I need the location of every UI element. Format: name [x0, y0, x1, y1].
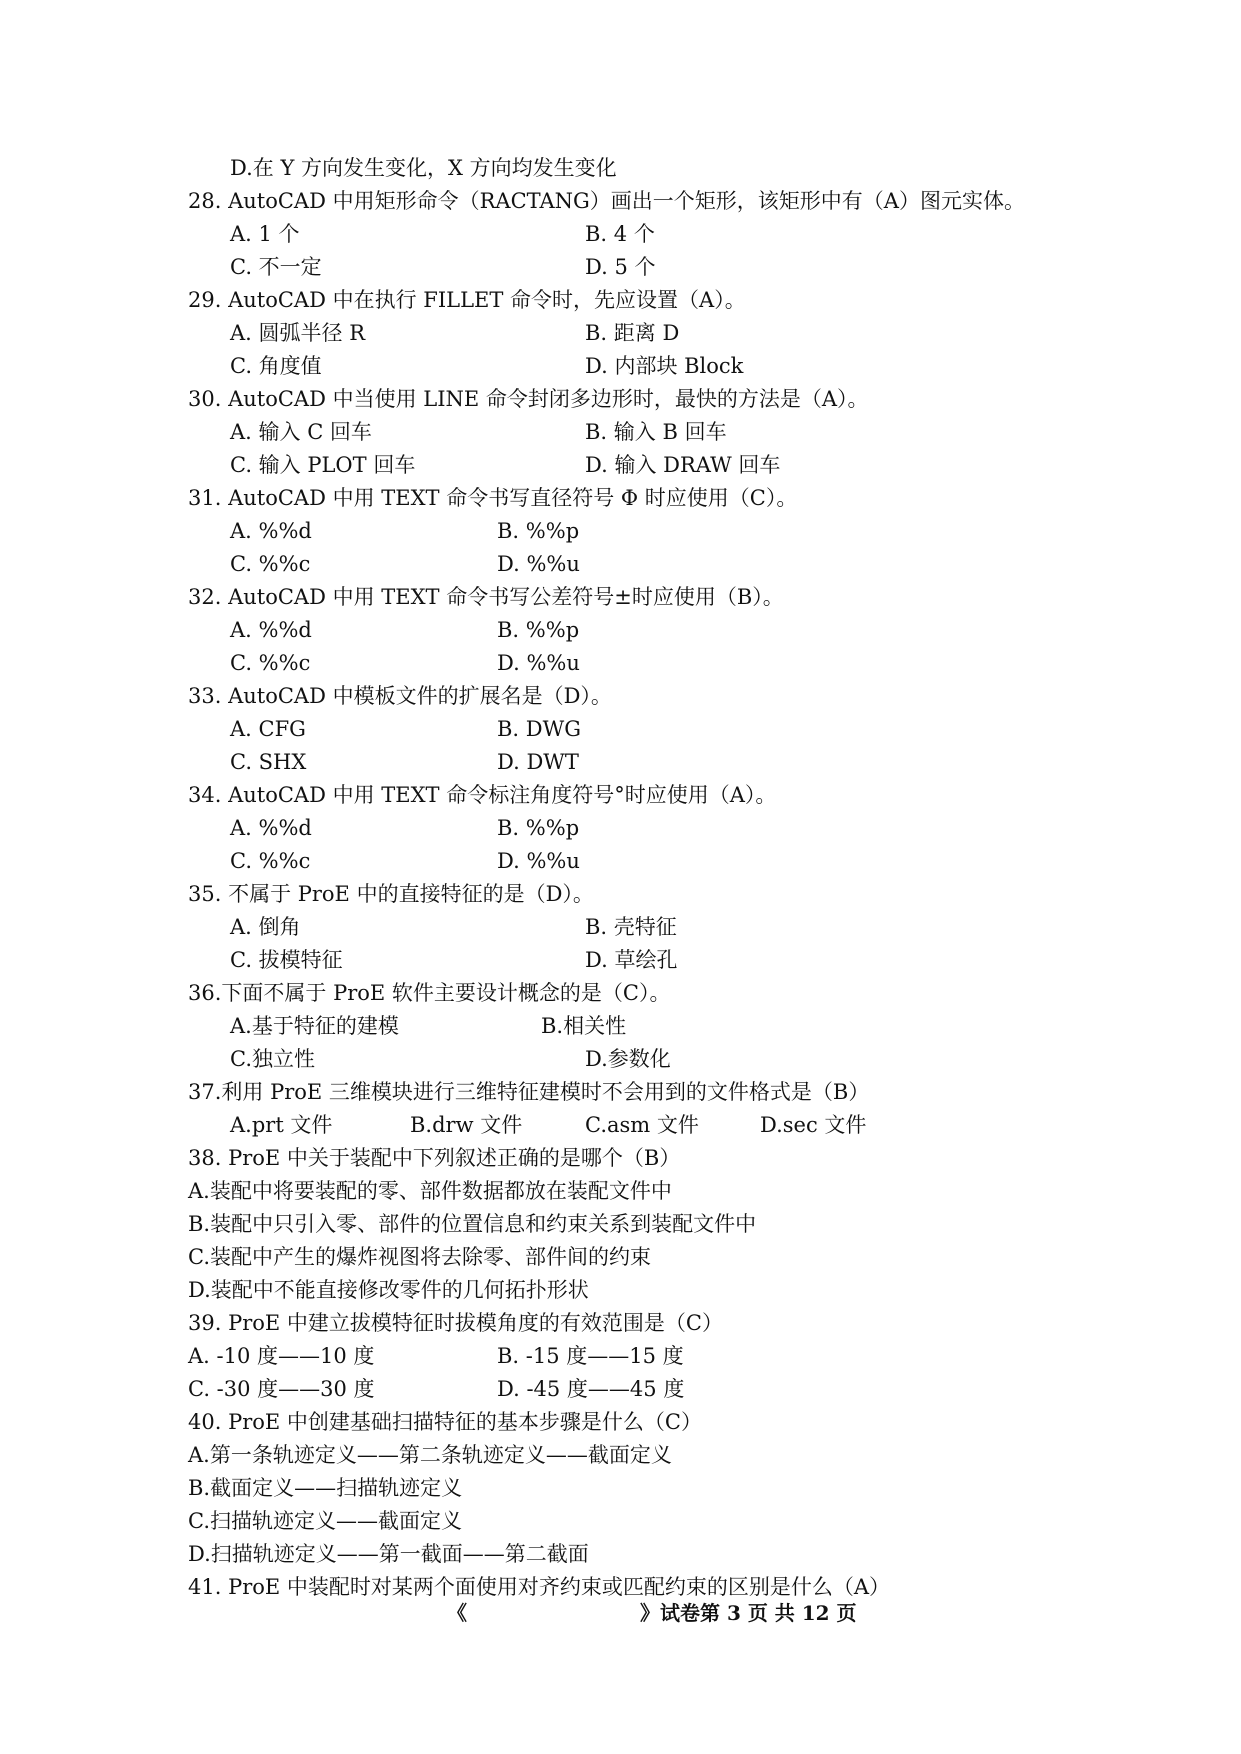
option-a: A. %%d [230, 816, 312, 840]
footer-page-info: 》试卷第 3 页 共 12 页 [640, 1601, 857, 1625]
question-text: 28. AutoCAD 中用矩形命令（RACTANG）画出一个矩形，该矩形中有（A）图元实体。 [188, 189, 1025, 213]
option-text: D.装配中不能直接修改零件的几何拓扑形状 [188, 1278, 589, 1302]
option-a: A.基于特征的建模 [230, 1014, 399, 1038]
question-text: 39. ProE 中建立拔模特征时拔模角度的有效范围是（C） [188, 1311, 723, 1335]
question-text: 29. AutoCAD 中在执行 FILLET 命令时，先应设置（A）。 [188, 288, 746, 312]
option-a: A. %%d [230, 519, 312, 543]
option-b: D. %%u [497, 651, 580, 675]
option-text: B.截面定义——扫描轨迹定义 [188, 1476, 463, 1500]
option-b: D. 5 个 [585, 255, 656, 279]
option-a: A. 圆弧半径 R [230, 321, 366, 345]
question-text: 32. AutoCAD 中用 TEXT 命令书写公差符号±时应使用（B）。 [188, 585, 784, 609]
option-b: B. 输入 B 回车 [585, 420, 727, 444]
option-d: D.sec 文件 [760, 1113, 867, 1137]
option-text: D.在 Y 方向发生变化，X 方向均发生变化 [230, 156, 617, 180]
option-text: D.扫描轨迹定义——第一截面——第二截面 [188, 1542, 589, 1566]
option-a: C. 输入 PLOT 回车 [230, 453, 416, 477]
option-b: B. DWG [497, 717, 581, 741]
question-text: 38. ProE 中关于装配中下列叙述正确的是哪个（B） [188, 1146, 681, 1170]
option-text: C.装配中产生的爆炸视图将去除零、部件间的约束 [188, 1245, 651, 1269]
option-b: B. %%p [497, 618, 580, 642]
question-text: 35. 不属于 ProE 中的直接特征的是（D）。 [188, 882, 594, 906]
option-text: A.第一条轨迹定义——第二条轨迹定义——截面定义 [188, 1443, 672, 1467]
footer-left-mark: 《 [447, 1601, 467, 1625]
option-a: A. %%d [230, 618, 312, 642]
option-a: C. -30 度——30 度 [188, 1377, 375, 1401]
option-text: A.装配中将要装配的零、部件数据都放在装配文件中 [188, 1179, 672, 1203]
option-a: A. 1 个 [230, 222, 300, 246]
question-text: 40. ProE 中创建基础扫描特征的基本步骤是什么（C） [188, 1410, 702, 1434]
option-text: B.装配中只引入零、部件的位置信息和约束关系到装配文件中 [188, 1212, 757, 1236]
option-b: B. 4 个 [585, 222, 655, 246]
option-a: A. -10 度——10 度 [188, 1344, 375, 1368]
option-b: B.相关性 [541, 1014, 627, 1038]
option-b: D. 草绘孔 [585, 948, 678, 972]
question-text: 36.下面不属于 ProE 软件主要设计概念的是（C）。 [188, 981, 671, 1005]
option-c: C.asm 文件 [585, 1113, 699, 1137]
question-text: 30. AutoCAD 中当使用 LINE 命令封闭多边形时，最快的方法是（A）。 [188, 387, 869, 411]
option-b: D. %%u [497, 849, 580, 873]
option-b: D. -45 度——45 度 [497, 1377, 685, 1401]
option-b: B. 壳特征 [585, 915, 677, 939]
option-a: C. %%c [230, 552, 311, 576]
option-a: C. 角度值 [230, 354, 322, 378]
option-a: C. %%c [230, 849, 311, 873]
option-b: B. -15 度——15 度 [497, 1344, 684, 1368]
option-b: D. 内部块 Block [585, 354, 744, 378]
option-b: D. 输入 DRAW 回车 [585, 453, 781, 477]
option-a: A. 倒角 [230, 915, 301, 939]
option-a: C. 不一定 [230, 255, 322, 279]
question-text: 33. AutoCAD 中模板文件的扩展名是（D）。 [188, 684, 612, 708]
question-text: 41. ProE 中装配时对某两个面使用对齐约束或匹配约束的区别是什么（A） [188, 1575, 891, 1599]
option-b: B. %%p [497, 519, 580, 543]
question-text: 37.利用 ProE 三维模块进行三维特征建模时不会用到的文件格式是（B） [188, 1080, 870, 1104]
option-a: C.独立性 [230, 1047, 315, 1071]
option-a: C. %%c [230, 651, 311, 675]
option-text: C.扫描轨迹定义——截面定义 [188, 1509, 462, 1533]
option-a: A. CFG [230, 717, 306, 741]
option-a: A. 输入 C 回车 [230, 420, 372, 444]
option-b: D. DWT [497, 750, 579, 774]
question-text: 31. AutoCAD 中用 TEXT 命令书写直径符号 Φ 时应使用（C）。 [188, 486, 798, 510]
option-b: D. %%u [497, 552, 580, 576]
option-a: C. 拔模特征 [230, 948, 343, 972]
option-a: A.prt 文件 [230, 1113, 333, 1137]
option-b: B. 距离 D [585, 321, 680, 345]
option-b: B.drw 文件 [410, 1113, 523, 1137]
option-b: B. %%p [497, 816, 580, 840]
option-a: C. SHX [230, 750, 307, 774]
question-text: 34. AutoCAD 中用 TEXT 命令标注角度符号°时应使用（A）。 [188, 783, 777, 807]
option-b: D.参数化 [585, 1047, 671, 1071]
